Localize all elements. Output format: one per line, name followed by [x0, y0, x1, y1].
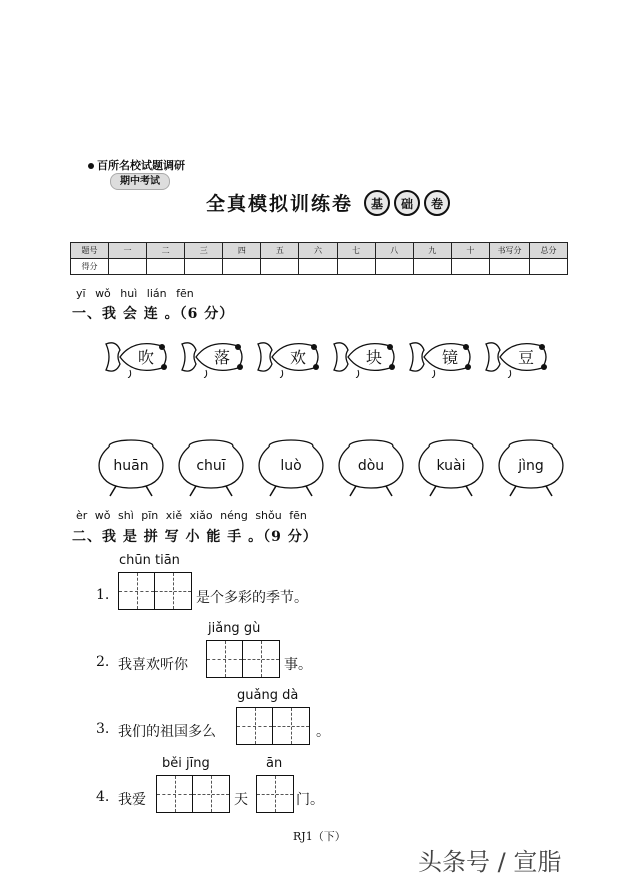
score-cell[interactable]	[109, 259, 147, 275]
question-text: 门。	[296, 792, 324, 808]
question-text: 我爱	[118, 792, 146, 808]
seal-char-1: 基	[364, 190, 390, 216]
fish-card[interactable]	[104, 336, 174, 382]
watermark: 头条号 / 宣脂	[418, 848, 562, 876]
jar-pinyin: huān	[113, 458, 149, 474]
fish-card[interactable]	[332, 336, 402, 382]
section2-title: 二、我 是 拼 写 小 能 手 。（9 分）	[72, 529, 318, 545]
fish-char: 豆	[518, 348, 535, 367]
fish-char: 欢	[290, 348, 307, 367]
header-cell: 五	[261, 243, 299, 259]
bullet-icon	[88, 163, 94, 169]
section1-pinyin: yī wǒ huì lián fēn	[76, 287, 194, 300]
jar-pinyin: chuī	[196, 458, 226, 474]
grid-cell[interactable]	[237, 708, 273, 744]
score-table	[70, 242, 568, 275]
exam-type-badge: 期中考试	[110, 173, 170, 190]
score-cell[interactable]	[299, 259, 337, 275]
brand-text: 百所名校试题调研	[97, 159, 185, 172]
answer-grid[interactable]	[206, 640, 280, 678]
score-cell[interactable]	[337, 259, 375, 275]
score-cell[interactable]	[413, 259, 451, 275]
page-code: RJ1（下）	[293, 830, 346, 843]
jar-pinyin: luò	[280, 458, 302, 474]
jar-pinyin: jìng	[518, 458, 544, 474]
header-cell: 四	[223, 243, 261, 259]
header-cell: 六	[299, 243, 337, 259]
fish-card[interactable]	[180, 336, 250, 382]
fish-card[interactable]	[408, 336, 478, 382]
question-text: 我们的祖国多么	[118, 724, 216, 740]
question-number: 3.	[96, 721, 110, 737]
jar-pinyin: kuài	[436, 458, 466, 474]
question-text: 我喜欢听你	[118, 657, 188, 673]
score-cell[interactable]	[261, 259, 299, 275]
header-cell: 二	[147, 243, 185, 259]
grid-cell[interactable]	[207, 641, 243, 677]
question-pinyin: chūn tiān	[119, 553, 180, 568]
question-text: 天	[234, 792, 248, 808]
jar-card[interactable]	[336, 436, 406, 502]
jar-card[interactable]	[256, 436, 326, 502]
question-text: 。	[316, 724, 330, 740]
fish-char: 吹	[138, 348, 155, 367]
score-cell[interactable]	[530, 259, 568, 275]
score-cell[interactable]	[223, 259, 261, 275]
header-cell: 九	[413, 243, 451, 259]
score-row-label: 得分	[71, 259, 109, 275]
header-cell: 十	[451, 243, 489, 259]
grid-cell[interactable]	[119, 573, 155, 609]
header-cell: 八	[375, 243, 413, 259]
jar-card[interactable]	[96, 436, 166, 502]
question-number: 4.	[96, 789, 110, 805]
grid-cell[interactable]	[273, 708, 309, 744]
question-text: 事。	[284, 657, 312, 673]
header-cell: 三	[185, 243, 223, 259]
question-text: 是个多彩的季节。	[196, 590, 308, 606]
question-number: 2.	[96, 654, 110, 670]
page-title: 全真模拟训练卷	[206, 193, 354, 215]
jar-pinyin: dòu	[357, 458, 385, 474]
seal-char-2: 础	[394, 190, 420, 216]
score-cell[interactable]	[185, 259, 223, 275]
question-pinyin: guǎng dà	[237, 688, 299, 703]
header-cell: 总分	[530, 243, 568, 259]
grid-cell[interactable]	[157, 776, 193, 812]
seal-char-3: 卷	[424, 190, 450, 216]
header-cell: 题号	[71, 243, 109, 259]
jar-card[interactable]	[176, 436, 246, 502]
fish-char: 镜	[442, 348, 459, 367]
question-pinyin: jiǎng gù	[208, 621, 261, 636]
answer-grid[interactable]	[156, 775, 230, 813]
answer-grid[interactable]	[236, 707, 310, 745]
answer-grid[interactable]	[256, 775, 294, 813]
question-pinyin: ān	[266, 756, 283, 771]
score-table-score-row	[71, 259, 568, 275]
brand-line	[88, 157, 185, 173]
answer-grid[interactable]	[118, 572, 192, 610]
grid-cell[interactable]	[257, 776, 293, 812]
header-cell: 七	[337, 243, 375, 259]
score-cell[interactable]	[147, 259, 185, 275]
score-cell[interactable]	[490, 259, 530, 275]
question-pinyin: běi jīng	[162, 756, 210, 771]
section1-title: 一、我 会 连 。（6 分）	[72, 306, 235, 322]
header-cell: 一	[109, 243, 147, 259]
fish-char: 块	[366, 348, 383, 367]
score-table-header-row	[71, 243, 568, 259]
section2-pinyin: èr wǒ shì pīn xiě xiǎo néng shǒu fēn	[76, 509, 307, 522]
fish-card[interactable]	[484, 336, 554, 382]
jar-card[interactable]	[496, 436, 566, 502]
question-number: 1.	[96, 587, 110, 603]
header-cell: 书写分	[490, 243, 530, 259]
fish-card[interactable]	[256, 336, 326, 382]
fish-char: 落	[214, 348, 231, 367]
jar-card[interactable]	[416, 436, 486, 502]
grid-cell[interactable]	[155, 573, 191, 609]
grid-cell[interactable]	[193, 776, 229, 812]
score-cell[interactable]	[375, 259, 413, 275]
grid-cell[interactable]	[243, 641, 279, 677]
score-cell[interactable]	[451, 259, 489, 275]
